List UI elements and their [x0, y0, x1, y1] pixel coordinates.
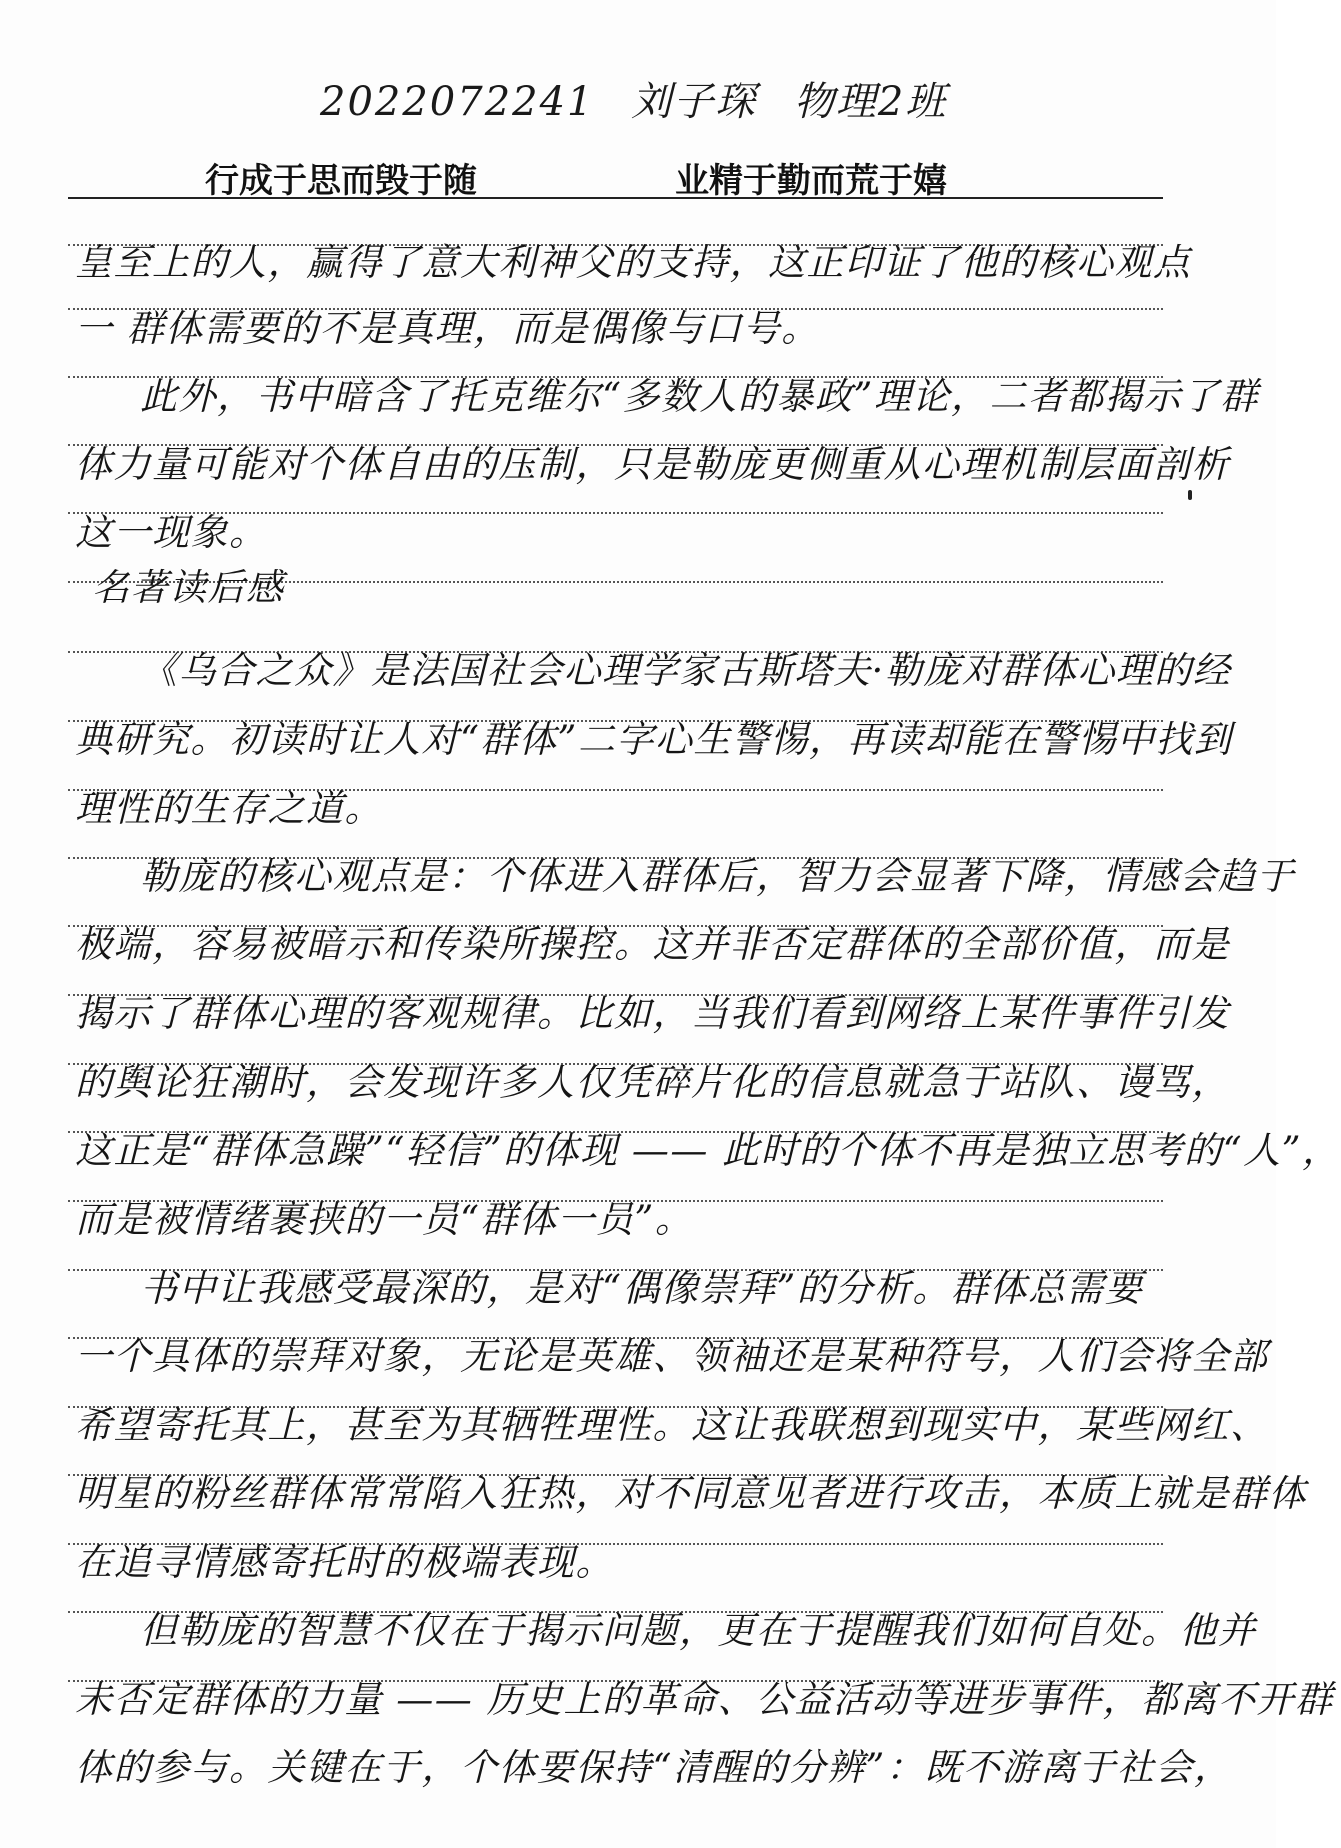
text-line: 的舆论狂潮时，会发现许多人仅凭碎片化的信息就急于站队、谩骂， [75, 1061, 1230, 1104]
student-header [320, 70, 969, 127]
text-line: 未否定群体的力量 —— 历史上的革命、公益活动等进步事件，都离不开群 [75, 1678, 1334, 1721]
text-line: 但勒庞的智慧不仅在于揭示问题，更在于提醒我们如何自处。他并 [140, 1609, 1257, 1652]
student-name: 刘子琛 [631, 79, 758, 125]
text-line: 而是被情绪裹挟的一员“群体一员”。 [75, 1198, 694, 1241]
text-line: 皇至上的人，赢得了意大利神父的支持，这正印证了他的核心观点 [75, 241, 1192, 284]
text-line: 体力量可能对个体自由的压制，只是勒庞更侧重从心理机制层面剖析 [75, 443, 1230, 486]
text-line: 体的参与。关键在于，个体要保持“清醒的分辨”：既不游离于社会， [75, 1746, 1233, 1789]
student-id: 2022072241 [320, 79, 595, 125]
text-line: 此外，书中暗含了托克维尔“多数人的暴政”理论，二者都揭示了群 [140, 375, 1259, 418]
page-motto [205, 153, 1045, 202]
text-line: 典研究。初读时让人对“群体”二字心生警惕，再读却能在警惕中找到 [75, 718, 1233, 761]
text-line: 这正是“群体急躁”“轻信”的体现 —— 此时的个体不再是独立思考的“人”， [75, 1129, 1341, 1172]
ink-mark [1188, 490, 1192, 500]
section-title: 名著读后感 [92, 566, 285, 609]
text-line: 在追寻情感寄托时的极端表现。 [75, 1541, 614, 1584]
text-line: 揭示了群体心理的客观规律。比如，当我们看到网络上某件事件引发 [75, 992, 1230, 1035]
text-line: 理性的生存之道。 [75, 787, 383, 830]
text-line: 勒庞的核心观点是：个体进入群体后，智力会显著下降，情感会趋于 [140, 855, 1295, 898]
student-class: 物理2班 [793, 79, 948, 125]
motto-left: 行成于思而毁于随 [205, 161, 477, 201]
text-line: 一个具体的崇拜对象，无论是英雄、领袖还是某种符号，人们会将全部 [75, 1335, 1269, 1378]
text-line: 希望寄托其上，甚至为其牺牲理性。这让我联想到现实中，某些网红、 [75, 1404, 1269, 1447]
text-line: 极端，容易被暗示和传染所操控。这并非否定群体的全部价值，而是 [75, 923, 1230, 966]
text-line: 一 群体需要的不是真理，而是偶像与口号。 [75, 307, 820, 350]
motto-right: 业精于勤而荒于嬉 [675, 161, 947, 201]
text-line: 《乌合之众》是法国社会心理学家古斯塔夫·勒庞对群体心理的经 [140, 649, 1232, 692]
text-line: 这一现象。 [75, 511, 268, 554]
motto-divider [68, 197, 1163, 199]
text-line: 明星的粉丝群体常常陷入狂热，对不同意见者进行攻击，本质上就是群体 [75, 1472, 1307, 1515]
text-line: 书中让我感受最深的，是对“偶像崇拜”的分析。群体总需要 [140, 1267, 1144, 1310]
